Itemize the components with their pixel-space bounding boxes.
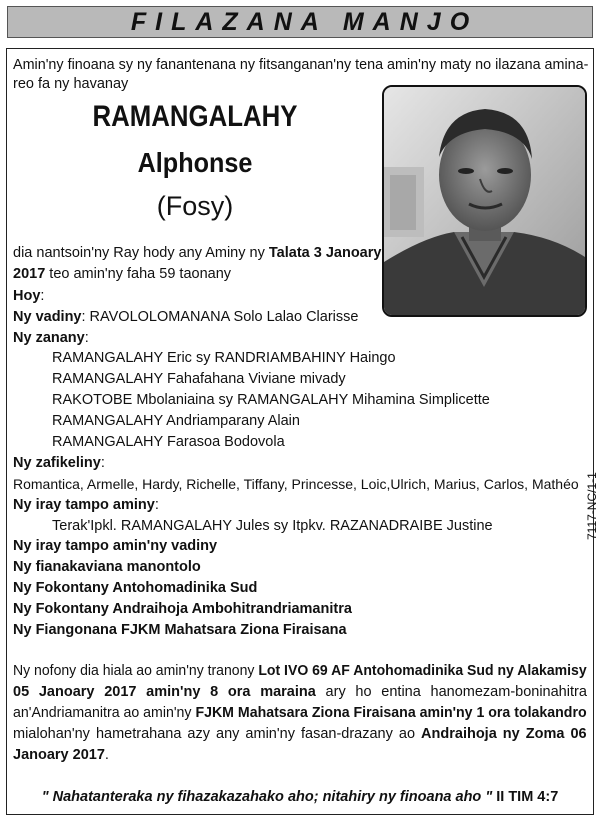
- page-header: [7, 6, 593, 38]
- hoy-line: Hoy:: [13, 288, 45, 304]
- intro-text-cont: reo fa ny havanay: [13, 76, 129, 92]
- grandchildren-list: Romantica, Armelle, Hardy, Richelle, Tiffany, Princesse, Loic,Ulrich, Marius, Carlos, Mathéo: [13, 476, 579, 492]
- other-mourner: Ny Fiangonana FJKM Mahatsara Ziona Firaisana: [13, 622, 347, 638]
- child-item: RAMANGALAHY Andriamparany Alain: [52, 413, 300, 429]
- quote-reference: II TIM 4:7: [492, 789, 559, 805]
- death-line-2: 2017 teo amin'ny faha 59 taonany: [13, 266, 232, 282]
- deceased-surname: RAMANGALAHY: [92, 100, 298, 133]
- deceased-portrait: [382, 85, 587, 317]
- siblings-names: Terak'Ipkl. RAMANGALAHY Jules sy Itpkv. RAZANADRAIBE Justine: [52, 518, 493, 534]
- deceased-nickname: (Fosy): [156, 191, 234, 221]
- quote-text: " Nahatanteraka ny fihazakazahako aho; nitahiry ny finoana aho ": [41, 789, 493, 805]
- other-mourner: Ny Fokontany Andraihoja Ambohitrandriamanitra: [13, 601, 352, 617]
- intro-text: Amin'ny finoana sy ny fanantenana ny fitsanganan'ny tena amin'ny maty no ilazana amina-: [13, 57, 589, 73]
- funeral-line-1: Ny nofony dia hiala ao amin'ny tranony Lot IVO 69 AF Antohomadinika Sud ny Alakamisy: [13, 663, 587, 679]
- deceased-first-name: Alphonse: [137, 147, 253, 178]
- death-line-1: dia nantsoin'ny Ray hody any Aminy ny Talata 3 Janoary: [13, 245, 382, 261]
- children-label: Ny zanany:: [13, 330, 89, 346]
- funeral-line-4: mialohan'ny hametrahana azy any amin'ny fasan-drazany ao Andraihoja ny Zoma 06: [13, 726, 587, 742]
- header-title: FILAZANA MANJO: [130, 7, 479, 36]
- other-mourner: Ny Fokontany Antohomadinika Sud: [13, 580, 258, 596]
- funeral-line-5: Janoary 2017.: [13, 747, 109, 763]
- reference-code: 7117-NC/1-1: [585, 472, 599, 540]
- other-mourner: Ny iray tampo amin'ny vadiny: [13, 538, 218, 554]
- grandchildren-label: Ny zafikeliny:: [13, 455, 105, 471]
- child-item: RAMANGALAHY Fahafahana Viviane mivady: [52, 371, 346, 387]
- child-item: RAMANGALAHY Eric sy RANDRIAMBAHINY Haingo: [52, 350, 396, 366]
- portrait-photo-image: [384, 87, 585, 315]
- other-mourner: Ny fianakaviana manontolo: [13, 559, 201, 575]
- bible-quote: [13, 787, 587, 807]
- child-item: RAKOTOBE Mbolaniaina sy RAMANGALAHY Mihamina Simplicette: [52, 392, 490, 408]
- child-item: RAMANGALAHY Farasoa Bodovola: [52, 434, 285, 450]
- funeral-line-3: an'Andriamanitra ao amin'ny FJKM Mahatsara Ziona Firaisana amin'ny 1 ora tolakandro: [13, 705, 587, 721]
- funeral-line-2: 05 Janoary 2017 amin'ny 8 ora maraina ary ho entina hanomezam-boninahitra: [13, 684, 587, 700]
- spouse-line: Ny vadiny: RAVOLOLOMANANA Solo Lalao Clarisse: [13, 309, 359, 325]
- siblings-label: Ny iray tampo aminy:: [13, 497, 159, 513]
